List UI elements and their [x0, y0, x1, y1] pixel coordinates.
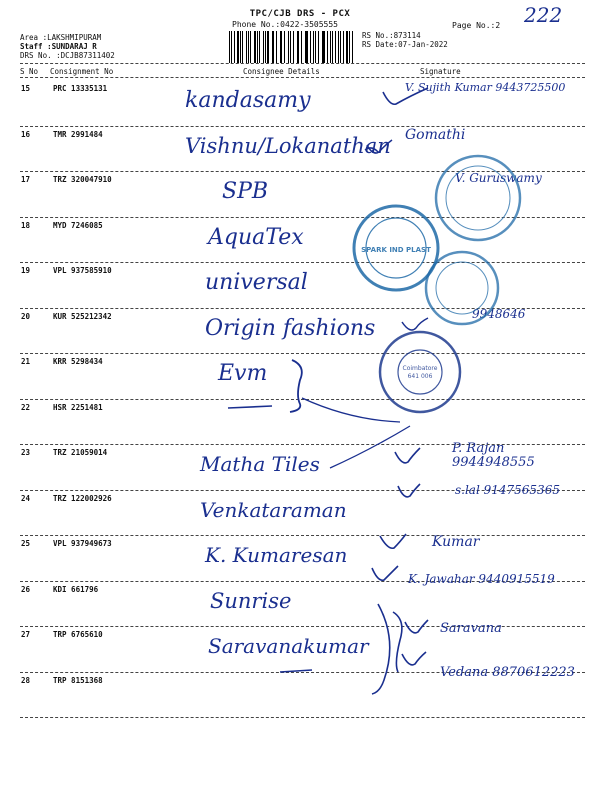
checkmark-28 [402, 652, 426, 665]
row-consignment-number: HSR 2251481 [53, 402, 103, 412]
checkmark-25 [380, 534, 406, 548]
area-field: Area :LAKSHMIPURAM [20, 33, 102, 42]
row-consignee-handwritten: universal [205, 270, 308, 295]
row-consignee-handwritten: Matha Tiles [200, 452, 320, 476]
checkmark-26 [372, 566, 398, 580]
long-stroke-22 [302, 398, 400, 422]
row-signature: K. Jawahar 9440915519 [408, 571, 555, 586]
handwritten-page-mark: 222 [524, 3, 563, 27]
row-signature: P. Rajan 9944948555 [452, 441, 535, 470]
row-consignment-number: TRZ 320047910 [53, 175, 112, 184]
row-consignment-number: PRC 13335131 [53, 84, 108, 93]
row-consignee-handwritten: SPB [222, 179, 269, 204]
row-consignment-number: TRZ 122002926 [53, 493, 112, 503]
row-serial-number: 23 [21, 448, 31, 457]
row-consignment-number: TRP 8151368 [53, 675, 103, 685]
bracket-26 [372, 604, 390, 694]
checkmark-20 [402, 318, 428, 330]
row-consignee-handwritten: AquaTex [208, 224, 304, 250]
col-header-sno: S No [20, 67, 39, 76]
row-serial-number: 22 [21, 402, 31, 412]
rs-number-field: RS No.:873114 [362, 31, 421, 40]
col-header-signature: Signature [420, 67, 461, 76]
row-signature: V. Guruswamy [455, 171, 542, 185]
col-header-consignee: Consignee Details [243, 67, 320, 76]
staff-field: Staff :SUNDARAJ R [20, 42, 97, 51]
bracket-21 [290, 360, 302, 412]
dash-22 [228, 406, 272, 408]
row-serial-number: 15 [21, 84, 31, 93]
checkmark-23 [395, 448, 420, 463]
svg-text:641 006: 641 006 [407, 373, 433, 380]
row-signature: s.lal 9147565365 [455, 482, 560, 497]
row-consignment-number: KUR 525212342 [53, 311, 112, 321]
phone-number: 0422-3505555 [280, 20, 338, 29]
spark-ind-plast-stamp [354, 206, 438, 290]
row-serial-number: 27 [21, 630, 31, 639]
rs-date-field: RS Date:07-Jan-2022 [362, 40, 448, 49]
row-serial-number: 26 [21, 584, 31, 594]
row-consignment-number: TRP 6765610 [53, 630, 103, 639]
checkmark-27 [405, 620, 428, 633]
phone-label: Phone No.: [232, 20, 281, 29]
page-number: Page No.:2 [452, 21, 501, 30]
row-signature: Kumar [432, 534, 480, 550]
round-stamp-2 [426, 252, 498, 324]
row-serial-number: 18 [21, 220, 31, 230]
dash-28 [280, 670, 312, 672]
svg-text:Coimbatore: Coimbatore [402, 365, 438, 372]
col-header-consignment: Consignment No [50, 67, 114, 76]
row-serial-number: 16 [21, 129, 31, 139]
row-consignee-handwritten: Origin fashions [205, 315, 376, 341]
checkmark-16 [367, 140, 392, 153]
row-consignment-number: VPL 937949673 [53, 539, 112, 548]
coimbatore-stamp [380, 332, 460, 412]
row-consignee-handwritten: Venkataraman [200, 497, 347, 522]
row-serial-number: 21 [21, 357, 31, 366]
svg-text:SPARK IND PLAST: SPARK IND PLAST [361, 246, 431, 254]
row-serial-number: 24 [21, 493, 31, 503]
row-consignee-handwritten: kandasamy [185, 88, 311, 113]
row-consignment-number: VPL 937585910 [53, 266, 112, 275]
bracket-27 [393, 612, 402, 672]
row-signature: Saravana [440, 621, 502, 636]
row-signature: 9948646 [472, 306, 526, 321]
row-consignee-handwritten: Evm [218, 361, 268, 386]
checkmark-15 [383, 88, 428, 104]
row-consignee-handwritten: K. Kumaresan [205, 543, 348, 567]
row-consignment-number: TRZ 21059014 [53, 448, 108, 457]
row-serial-number: 25 [21, 539, 31, 548]
drs-number-field: DRS No. :DCJB87311402 [20, 51, 115, 60]
row-serial-number: 19 [21, 266, 31, 275]
row-consignee-handwritten: Vishnu/Lokanathan [185, 133, 391, 158]
document-title: TPC/CJB DRS - PCX [249, 9, 351, 19]
row-consignee-handwritten: Saravanakumar [208, 634, 369, 658]
row-consignment-number: KDI 661796 [53, 584, 99, 594]
row-consignment-number: TMR 2991484 [53, 129, 103, 139]
row-serial-number: 17 [21, 175, 31, 184]
row-signature: Vedana 8870612223 [440, 664, 575, 680]
diag-stroke-23 [330, 426, 410, 468]
row-consignment-number: MYD 7246085 [53, 220, 103, 230]
checkmark-24 [398, 484, 420, 497]
round-stamp-1 [436, 156, 520, 240]
row-consignee-handwritten: Sunrise [210, 588, 292, 613]
row-signature: V. Sujith Kumar 9443725500 [405, 81, 566, 94]
row-serial-number: 20 [21, 311, 31, 321]
row-serial-number: 28 [21, 675, 31, 685]
row-consignment-number: KRR 5298434 [53, 357, 103, 366]
row-signature: Gomathi [405, 126, 466, 143]
